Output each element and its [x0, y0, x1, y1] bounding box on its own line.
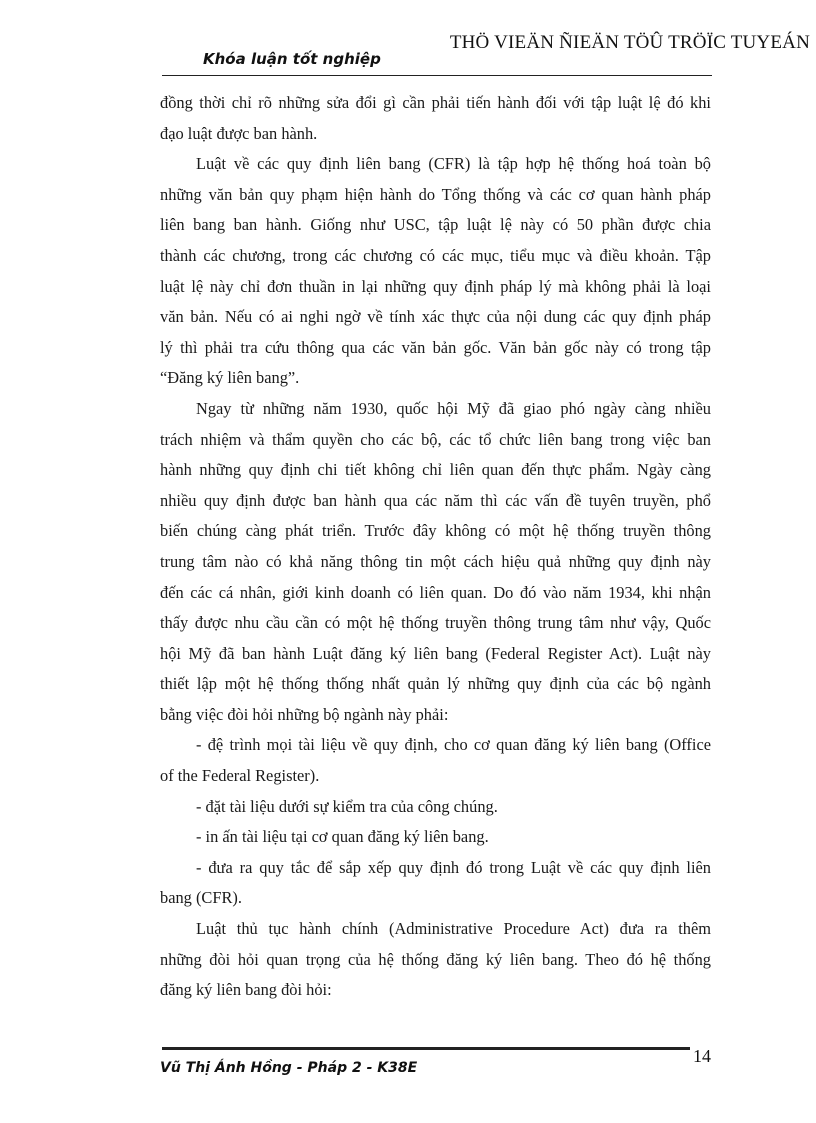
bullet-line: - đưa ra quy tắc để sắp xếp quy định đó trong Luật về các quy định liên	[196, 857, 711, 877]
text-line: hội Mỹ đã ban hành Luật đăng ký liên bang (Federal Register Act). Luật này	[160, 643, 711, 663]
page-number: 14	[693, 1046, 711, 1066]
text-line: Luật thủ tục hành chính (Administrative Procedure Act) đưa ra thêm	[196, 919, 711, 939]
text-line: nhiều quy định được ban hành qua các năm thì các vấn đề tuyên truyền, phổ	[160, 490, 711, 510]
text-line: thiết lập một hệ thống thống nhất quản lý những quy định của các bộ ngành	[160, 674, 711, 694]
text-line: luật lệ này chỉ đơn thuần in lại những quy định pháp lý mà không phải là loại	[160, 276, 711, 296]
bullet-line: of the Federal Register).	[160, 766, 320, 786]
bullet-line: - in ấn tài liệu tại cơ quan đăng ký liên bang.	[196, 827, 489, 847]
footer-author: Vũ Thị Ánh Hồng - Pháp 2 - K38E	[160, 1060, 418, 1076]
header-thesis-title: Khóa luận tốt nghiệp	[203, 50, 381, 68]
bullet-line: bang (CFR).	[160, 888, 242, 908]
text-line: biến chúng càng phát triển. Trước đây không có một hệ thống truyền thông	[160, 521, 711, 541]
text-line: những văn bản quy phạm hiện hành do Tổng thống và các cơ quan hành pháp	[160, 184, 711, 204]
text-line: Ngay từ những năm 1930, quốc hội Mỹ đã giao phó ngày càng nhiều	[196, 398, 711, 418]
text-line: trách nhiệm và thẩm quyền cho các bộ, các tổ chức liên bang trong việc ban	[160, 429, 711, 449]
text-line: hành những quy định chi tiết không chỉ liên quan đến thực phẩm. Ngày càng	[160, 460, 711, 480]
text-line: bằng việc đòi hỏi những bộ ngành này phải:	[160, 704, 449, 724]
text-line: đăng ký liên bang đòi hỏi:	[160, 980, 332, 1000]
text-line: liên bang ban hành. Giống như USC, tập luật lệ này có 50 phần được chia	[160, 215, 711, 235]
footer-divider	[162, 1047, 690, 1050]
header-divider	[162, 75, 712, 76]
text-line: những đòi hỏi quan trọng của hệ thống đăng ký liên bang. Theo đó hệ thống	[160, 949, 711, 969]
bullet-line: - đệ trình mọi tài liệu về quy định, cho cơ quan đăng ký liên bang (Office	[196, 735, 711, 755]
bullet-line: - đặt tài liệu dưới sự kiểm tra của công chúng.	[196, 796, 498, 816]
header-library-title: THÖ VIEÄN ÑIEÄN TÖÛ TRÖÏC TUYEÁN	[449, 32, 810, 53]
text-line: thấy được nhu cầu cần có một hệ thống truyền thông trung tâm như vậy, Quốc	[160, 613, 711, 633]
text-line: Luật về các quy định liên bang (CFR) là tập hợp hệ thống hoá toàn bộ	[196, 154, 711, 174]
text-line: văn bản. Nếu có ai nghi ngờ về tính xác thực của nội dung các quy định pháp	[160, 307, 711, 327]
text-line: “Đăng ký liên bang”.	[160, 368, 300, 388]
body-text	[160, 88, 711, 1006]
text-line: đạo luật được ban hành.	[160, 123, 318, 143]
text-line: đến các cá nhân, giới kinh doanh có liên quan. Do đó vào năm 1934, khi nhận	[160, 582, 711, 602]
text-line: đồng thời chỉ rõ những sửa đổi gì cần phải tiến hành đối với tập luật lệ đó khi	[160, 93, 711, 112]
text-line: trung tâm nào có khả năng thông tin một cách hiệu quả những quy định này	[160, 551, 711, 571]
text-line: thành các chương, trong các chương có các mục, tiểu mục và điều khoản. Tập	[160, 245, 711, 265]
text-line: lý thì phải tra cứu thông qua các văn bản gốc. Văn bản gốc này có trong tập	[160, 337, 711, 357]
